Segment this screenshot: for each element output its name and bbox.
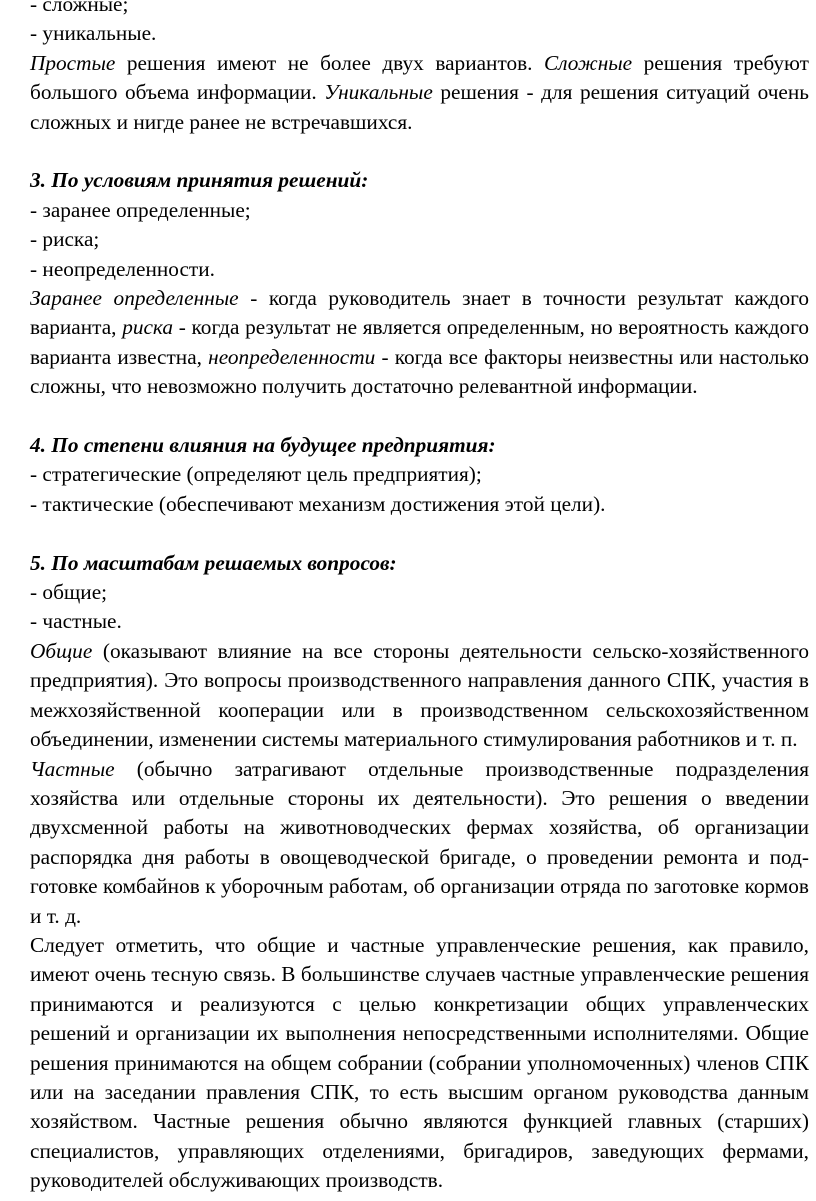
list-item: - заранее определенные; — [30, 197, 251, 222]
term: Заранее определенные — [30, 286, 239, 311]
list-item: - стратегические (определяют цель предприятия); — [30, 462, 482, 487]
list-item: - сложные; — [30, 0, 129, 16]
list-item: - уникальные. — [30, 21, 157, 46]
term: неопределенности — [208, 344, 376, 369]
paragraph: Простые решения имеют не более двух вариантов. Сложные решения требуют большого объема информации. Уникальные решения - для решения ситуаций очень сложных и нигде ранее не встречавшихся. — [30, 50, 809, 134]
term: Частные — [30, 756, 115, 781]
list-item: - общие; — [30, 580, 108, 605]
spacer — [30, 402, 809, 431]
list-item: - риска; — [30, 227, 100, 252]
paragraph: Частные (обычно затрагивают отдельные производственные подразделения хозяйства или отдельные стороны их деятельности). Это решения о введении двухсменной работы на животноводческих фермах хозяйства, об организации распорядка дня работы в овощеводческой бригаде, о проведении ремонта и под-готовке комбайнов к уборочным работам, об организации отряда по заготовке кормов и т. д. — [30, 756, 809, 928]
paragraph: Следует отметить, что общие и частные управленческие решения, как правило, имеют очень тесную связь. В большинстве случаев частные управленческие решения принимаются и реализуются с целью конкретизации общих управленческих решений и организации их выполнения непосредственными исполнителями. Общие решения принимаются на общем собрании (собрании уполномоченных) членов СПК или на заседании правления СПК, то есть высшим органом руководства данным хозяйством. Частные решения обычно являются функцией главных (старших) специалистов, управляющих отделениями, бригадиров, заведующих фермами, руководителей обслуживающих производств. — [30, 932, 809, 1193]
term: Сложные — [544, 50, 633, 75]
section-heading-4: 4. По степени влияния на будущее предприятия: — [30, 433, 496, 458]
list-item: - тактические (обеспечивают механизм достижения этой цели). — [30, 491, 606, 516]
list-item: - частные. — [30, 609, 122, 634]
section-heading-3: 3. По условиям принятия решений: — [30, 168, 369, 193]
term: Уникальные — [324, 80, 433, 105]
spacer — [30, 137, 809, 166]
paragraph: Общие (оказывают влияние на все стороны деятельности сельско-хозяйственного предприятия). Это вопросы производственного направления данного СПК, участия в межхозяйственной кооперации или в производственном сельскохозяйственном объединении, изменении системы материального стимулирования работников и т. п. — [30, 638, 809, 752]
term: Простые — [30, 50, 116, 75]
list-item: - неопределенности. — [30, 256, 215, 281]
section-heading-5: 5. По масштабам решаемых вопросов: — [30, 550, 397, 575]
term: Общие — [30, 638, 93, 663]
paragraph: Заранее определенные - когда руководитель знает в точности результат каждого варианта, риска - когда результат не является определенным, но вероятность каждого варианта известна, неопределенности - когда все факторы неизвестны или настолько сложны, что невозможно получить достаточно релевантной информации. — [30, 286, 809, 399]
spacer — [30, 519, 809, 548]
term: риска — [122, 315, 174, 340]
